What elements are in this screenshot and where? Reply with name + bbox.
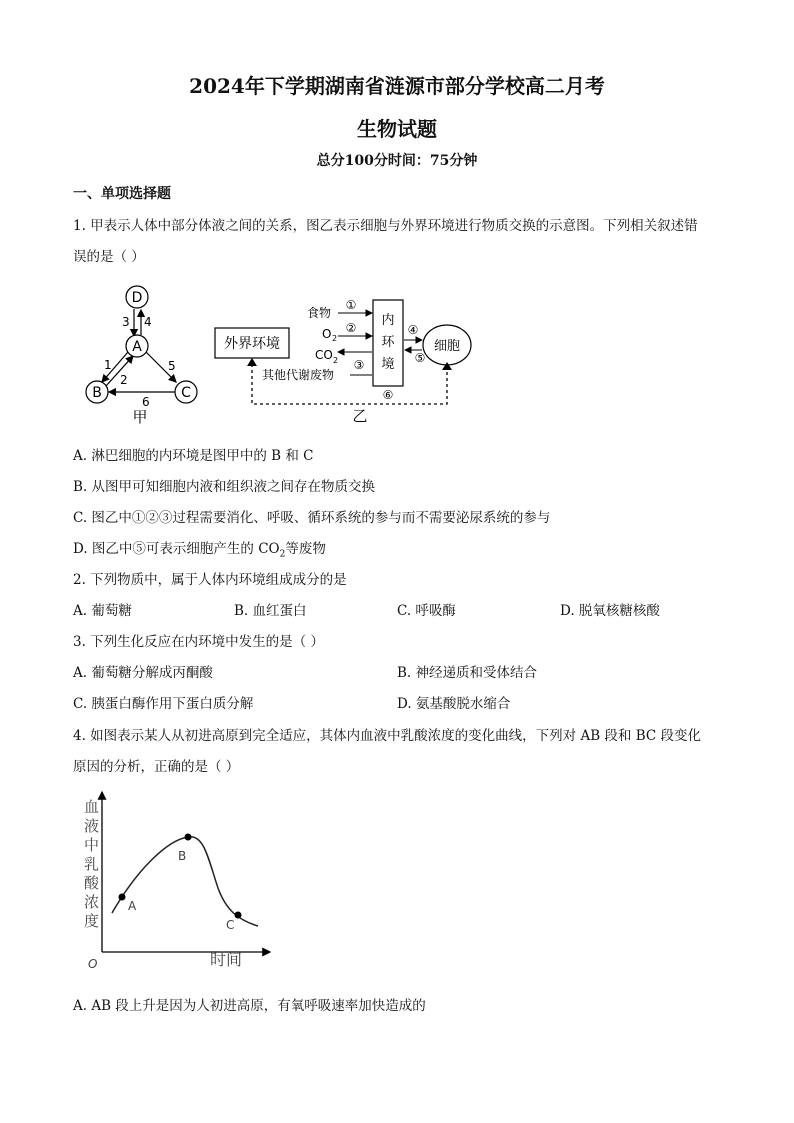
food-label: 食物 (307, 306, 332, 320)
q3-option-b: B. 神经递质和受体结合 (397, 665, 538, 681)
y-axis-label (84, 798, 100, 930)
point-c-label: C (226, 918, 235, 932)
point-b-label: B (178, 849, 187, 863)
q2-option-d: D. 脱氧核糖核酸 (560, 603, 660, 619)
q1-option-d-sub: 2 (279, 549, 286, 560)
inner-env-char-3: 境 (381, 357, 395, 372)
node-b-label: B (92, 385, 102, 401)
point-c-marker (235, 912, 242, 919)
dashed-arrowhead-left (247, 358, 257, 366)
num-6: 6 (142, 395, 150, 409)
co2-subscript: 2 (333, 356, 339, 365)
figure-jia-caption: 甲 (132, 408, 148, 426)
q1-option-b: B. 从图甲可知细胞内液和组织液之间存在物质交换 (73, 479, 376, 495)
ylabel-char-1: 血 (84, 798, 100, 816)
point-b-marker (185, 834, 192, 841)
q1-option-d-post: 等废物 (285, 541, 326, 557)
num-2: 2 (120, 373, 128, 387)
q1-stem-line2: 误的是（ ） (73, 249, 145, 265)
q2-option-c: C. 呼吸酶 (397, 603, 456, 619)
circle-2: ② (345, 321, 357, 335)
circle-6: ⑥ (382, 388, 394, 402)
x-axis-label: 时间 (210, 950, 243, 969)
q4-option-a: A. AB 段上升是因为人初进高原，有氧呼吸速率加快造成的 (73, 998, 426, 1014)
num-1: 1 (104, 358, 112, 372)
outer-env-label: 外界环境 (224, 336, 280, 352)
q1-option-a: A. 淋巴细胞的内环境是图甲中的 B 和 C (73, 448, 314, 464)
figure-jia (80, 282, 210, 427)
q2-option-b: B. 血红蛋白 (234, 603, 307, 619)
inner-env-char-2: 环 (381, 335, 395, 350)
waste-label: 其他代谢废物 (262, 368, 335, 382)
origin-label: O (88, 957, 98, 971)
q4-stem-line1: 4. 如图表示某人从初进高原到完全适应，其体内血液中乳酸浓度的变化曲线，下列对 AB 段和 BC 段变化 (73, 728, 702, 744)
point-a-label: A (128, 899, 137, 913)
o2-subscript: 2 (332, 334, 338, 343)
figure-lactate-curve (78, 788, 278, 978)
figure-yi (210, 290, 480, 425)
q1-stem-line1: 1. 甲表示人体中部分体液之间的关系，图乙表示细胞与外界环境进行物质交换的示意图。下列相关叙述错 (73, 218, 698, 234)
num-4: 4 (144, 315, 152, 329)
node-d-label: D (131, 290, 143, 306)
point-a-marker (119, 894, 126, 901)
figure-yi-caption: 乙 (352, 407, 368, 425)
circle-3: ③ (353, 358, 365, 372)
q1-option-d (73, 537, 326, 560)
ylabel-char-6: 浓 (84, 893, 100, 911)
node-c-label: C (181, 385, 191, 401)
circle-5: ⑤ (414, 351, 426, 365)
cell-label: 细胞 (433, 339, 461, 354)
circle-4: ④ (407, 323, 419, 337)
ylabel-char-7: 度 (84, 912, 100, 930)
q1-option-c: C. 图乙中①②③过程需要消化、呼吸、循环系统的参与而不需要泌尿系统的参与 (73, 510, 551, 526)
o2-label: O (322, 327, 332, 341)
section-heading: 一、单项选择题 (73, 186, 171, 202)
inner-env-char-1: 内 (381, 313, 395, 328)
node-a-label: A (132, 339, 142, 355)
q2-option-a: A. 葡萄糖 (73, 603, 132, 619)
exam-meta: 总分100分时间：75分钟 (316, 153, 478, 169)
q4-stem-line2: 原因的分析，正确的是（ ） (73, 759, 240, 775)
q3-option-a: A. 葡萄糖分解成丙酮酸 (73, 665, 213, 681)
exam-title: 2024年下学期湖南省涟源市部分学校高二月考 (189, 74, 605, 98)
ylabel-char-5: 酸 (84, 874, 100, 892)
ylabel-char-2: 液 (84, 817, 100, 835)
subject-title: 生物试题 (357, 117, 437, 141)
q1-option-d-pre: D. 图乙中⑤可表示细胞产生的 CO (73, 541, 280, 557)
q2-stem: 2. 下列物质中，属于人体内环境组成成分的是 (73, 572, 347, 588)
co2-label: CO (315, 348, 333, 362)
ylabel-char-4: 乳 (84, 855, 100, 873)
num-3: 3 (122, 315, 130, 329)
q3-option-d: D. 氨基酸脱水缩合 (397, 696, 511, 712)
q3-stem: 3. 下列生化反应在内环境中发生的是（ ） (73, 634, 324, 650)
circle-1: ① (345, 298, 357, 312)
ylabel-char-3: 中 (84, 836, 100, 854)
q3-option-c: C. 胰蛋白酶作用下蛋白质分解 (73, 696, 254, 712)
num-5: 5 (168, 359, 176, 373)
